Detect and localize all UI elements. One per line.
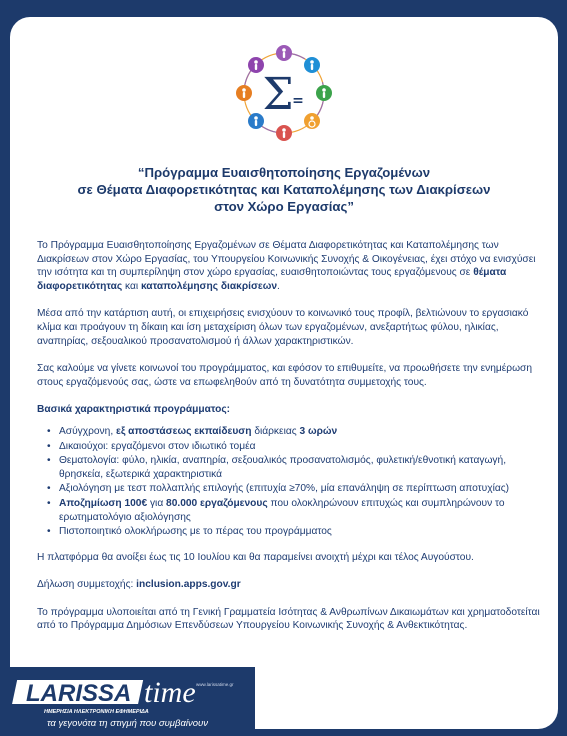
feature-bold: 80.000 εργαζόμενους — [166, 497, 268, 509]
platform-note: Η πλατφόρμα θα ανοίξει έως τις 10 Ιουλίου και θα παραμείνει ανοιχτή μέχρι και τέλος Αυγούστου. — [37, 551, 474, 563]
program-logo — [234, 31, 334, 151]
title-line: σε Θέματα Διαφορετικότητας και Καταπολέμησης των Διακρίσεων — [77, 182, 491, 197]
list-item: • Δικαιούχοι: εργαζόμενοι στον ιδιωτικό τομέα — [49, 440, 542, 454]
list-item — [49, 425, 542, 439]
feature-text: Ασύγχρονη, — [59, 425, 116, 437]
declaration-label: Δήλωση συμμετοχής: — [37, 579, 137, 591]
intro-connector: και — [122, 280, 141, 292]
list-item: • Αξιολόγηση με τεστ πολλαπλής επιλογής (επιτυχία ≥70%, μία επανάληψη σε περίπτωση αποτυχίας) — [49, 482, 542, 496]
feature-text: διάρκειας — [251, 425, 300, 437]
brand-subtitle: ΗΜΕΡΗΣΙΑ ΗΛΕΚΤΡΟΝΙΚΗ ΕΦΗΜΕΡΙΔΑ — [44, 709, 149, 715]
intro-text: Το Πρόγραμμα Ευαισθητοποίησης Εργαζομένων σε Θέματα Διαφορετικότητας και Καταπολέμησης των Διακρίσεων στον Χώρο Εργασίας, του Υπουργείου Κοινωνικής Συνοχής & Οικογένειας, έχει στόχο να ενισχύσει την ισότητα και τη συμπερίληψη στον χώρο εργασίας, ευαισθητοποιώντας τους εργαζόμενους σε — [37, 240, 536, 279]
feature-text: που ολοκληρώνουν επιτυχώς και συμπληρώνουν το ερωτηματολόγιο αξιολόγησης — [59, 497, 505, 523]
invitation-paragraph: Σας καλούμε να γίνετε κοινωνοί του προγράμματος, και εφόσον το επιθυμείτε, να προωθήσετε την ενημέρωση στους εργαζόμενούς σας, ώστε να επωφεληθούν από τη δυνατότητα συμμετοχής τους. — [37, 363, 533, 388]
equals-symbol: = — [292, 93, 304, 109]
features-heading: Βασικά χαρακτηριστικά προγράμματος: — [37, 404, 231, 416]
feature-bold: εξ αποστάσεως εκπαίδευση — [115, 425, 252, 437]
title-line: “Πρόγραμμα Ευαισθητοποίησης Εργαζομένων — [137, 165, 431, 180]
list-item: • Πιστοποιητικό ολοκλήρωσης με το πέρας του προγράμματος — [49, 525, 542, 539]
sigma-diversity-logo — [234, 31, 334, 151]
declaration-line — [37, 578, 542, 592]
brand-tagline: τα γεγονότα τη στιγμή που συμβαίνουν — [47, 718, 208, 729]
announcement-body — [37, 239, 542, 647]
intro-end: . — [277, 280, 280, 292]
intro-paragraph — [37, 239, 542, 293]
brand-url: www.larissatime.gr — [196, 682, 234, 687]
intro-bold-diversity: θέματα διαφορετικότητας — [37, 267, 507, 292]
larissatime-logo-overlay[interactable] — [0, 667, 255, 736]
brand-name-right: time — [144, 676, 196, 709]
feature-bold: 3 ωρών — [299, 425, 338, 437]
list-item — [49, 497, 542, 524]
list-item: • Θεματολογία: φύλο, ηλικία, αναπηρία, σεξουαλικός προσανατολισμός, φυλετική/εθνοτική καταγωγή, θρησκεία, εξωτερικά χαρακτηριστικά — [49, 454, 542, 481]
intro-bold-discrimination: καταπολέμησης διακρίσεων — [140, 280, 278, 292]
feature-text: για — [147, 497, 167, 509]
announcement-card — [10, 17, 558, 729]
sigma-symbol: Σ — [262, 69, 294, 120]
program-title — [30, 164, 538, 215]
declaration-link[interactable]: inclusion.apps.gov.gr — [136, 579, 241, 591]
features-list — [37, 425, 542, 539]
brand-name-left: LARISSA — [26, 680, 132, 707]
implementation-note: Το πρόγραμμα υλοποιείται από τη Γενική Γραμματεία Ισότητας & Ανθρωπίνων Δικαιωμάτων και χρηματοδοτείται από το Πρόγραμμα Δημόσιων Επενδύσεων Υπουργείου Κοινωνικής Συνοχής & Ανθεκτικότητας. — [37, 606, 540, 632]
title-line: στον Χώρο Εργασίας” — [214, 199, 354, 214]
feature-bold: Αποζημίωση 100€ — [59, 497, 148, 509]
training-paragraph: Μέσα από την κατάρτιση αυτή, οι επιχειρήσεις ενισχύουν το κοινωνικό τους προφίλ, βελτιώνουν το εργασιακό κλίμα και προάγουν τη δίκαιη και ίση μεταχείριση όλων των εργαζομένων, ανεξαρτήτως φύλου, ηλικίας, αναπηρίας, σεξουαλικού προσανατολισμού ή άλλων χαρακτηριστικών. — [37, 308, 529, 347]
